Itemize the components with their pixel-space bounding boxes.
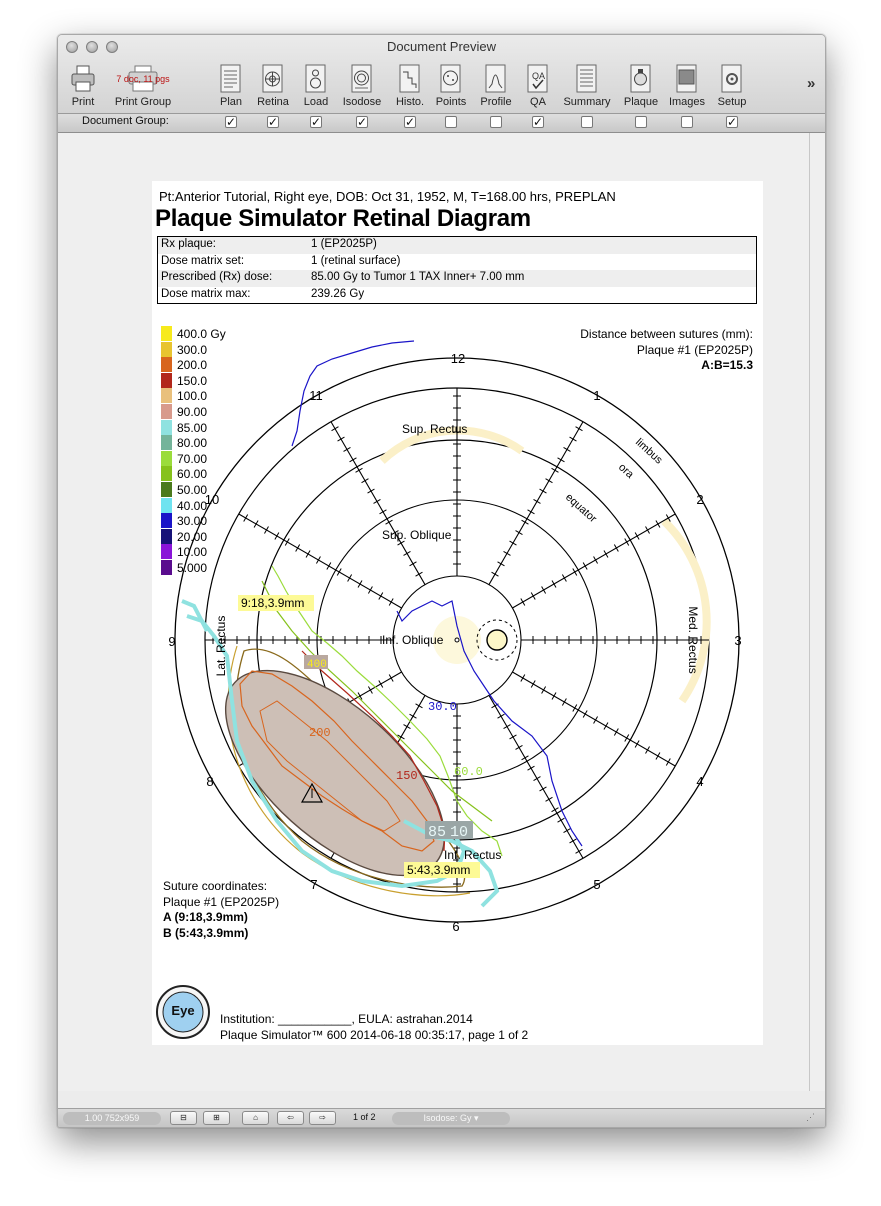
spoke-tick: [522, 520, 529, 524]
spoke-tick: [410, 562, 417, 566]
legend-swatch: [161, 498, 172, 513]
spoke-tick: [531, 593, 535, 600]
title-bar: [58, 35, 825, 114]
legend-item: [161, 466, 261, 481]
clock-spoke: [331, 422, 425, 585]
clock-6: 6: [452, 919, 460, 934]
zoom-in-button[interactable]: ⊞: [203, 1111, 230, 1125]
qa-doc-icon: [526, 64, 550, 94]
legend-label: 90.00: [177, 405, 208, 419]
spoke-tick: [316, 557, 320, 564]
isodose-doc-icon: [350, 64, 374, 94]
legend-label: 70.00: [177, 451, 208, 466]
print-group-label: Print Group: [114, 96, 172, 108]
toolbar-qa-label: QA: [530, 96, 546, 108]
spoke-tick: [546, 797, 553, 801]
legend-label: 80.00: [177, 436, 208, 451]
info-row: Dose matrix set: 1 (retinal surface): [161, 255, 401, 267]
resize-grip-icon[interactable]: ⋰: [806, 1112, 815, 1122]
toolbar-isodose-label: Isodose: [342, 96, 382, 108]
toolbar-histo-label: Histo.: [395, 96, 425, 108]
footer-version: Plaque Simulator™ 600 2014-06-18 00:35:17, page 1 of 2: [220, 1028, 529, 1042]
iso-label-60: 60.0: [454, 765, 483, 779]
spoke-tick: [552, 693, 556, 700]
legend-item: [161, 529, 261, 544]
spoke-tick: [344, 447, 351, 451]
legend-swatch: [161, 435, 172, 450]
next-page-button[interactable]: ⇨: [309, 1111, 336, 1125]
spoke-tick: [332, 427, 339, 431]
clock-10: 10: [204, 492, 220, 507]
spoke-tick: [528, 766, 535, 770]
group-checkbox-plaque[interactable]: [635, 116, 647, 128]
spoke-tick: [540, 489, 547, 493]
legend-item: [161, 326, 261, 341]
group-checkbox-load[interactable]: ✓: [311, 115, 322, 129]
limbus-label: limbus: [632, 436, 665, 467]
footer-institution: Institution: ___________, EULA: astrahan.2014: [220, 1012, 473, 1026]
legend-swatch: [161, 513, 172, 528]
legend-label: 60.00: [177, 467, 208, 482]
spoke-tick: [416, 704, 423, 708]
profile-doc-icon: [484, 64, 508, 94]
spoke-tick: [306, 551, 310, 558]
spoke-tick: [516, 531, 523, 535]
toolbar-plaque-button[interactable]: [623, 62, 659, 110]
clock-1: 1: [593, 388, 601, 403]
svg-text:QA: QA: [532, 71, 546, 81]
spoke-tick: [521, 675, 525, 682]
legend-item: [161, 357, 261, 372]
spoke-tick: [614, 729, 618, 736]
spoke-tick: [338, 437, 345, 441]
page-title: Plaque Simulator Retinal Diagram: [155, 205, 531, 232]
iso-label-150: 150: [396, 769, 418, 783]
printer-icon: [70, 64, 96, 94]
spoke-tick: [562, 575, 566, 582]
histogram-doc-icon: [398, 64, 422, 94]
print-label: Print: [71, 96, 95, 108]
clock-5: 5: [593, 877, 601, 892]
spoke-tick: [516, 745, 523, 749]
spoke-tick: [531, 681, 535, 688]
spoke-tick: [528, 510, 535, 514]
legend-label: 85.00: [177, 420, 208, 435]
group-checkbox-qa[interactable]: ✓: [533, 115, 544, 129]
legend-swatch: [161, 388, 172, 403]
legend-item: [161, 451, 261, 466]
toolbar-points-label: Points: [435, 96, 467, 108]
clock-7: 7: [310, 877, 318, 892]
suture-distance-title: Distance between sutures (mm):: [580, 327, 753, 341]
vertical-scroll-track[interactable]: [809, 133, 810, 1091]
spoke-tick: [362, 479, 369, 483]
spoke-tick: [573, 569, 577, 576]
spoke-tick: [404, 551, 411, 555]
spoke-tick: [386, 520, 393, 524]
sup-oblique-label: Sup. Oblique: [382, 528, 452, 542]
spoke-tick: [546, 479, 553, 483]
home-icon[interactable]: ⌂: [242, 1111, 269, 1125]
legend-label: 150.0: [177, 373, 208, 388]
spoke-tick: [594, 557, 598, 564]
spoke-tick: [504, 725, 511, 729]
legend-item: [161, 498, 261, 513]
spoke-tick: [576, 427, 583, 431]
toolbar-setup-button[interactable]: [717, 62, 747, 110]
eye-physics-logo-text: Eye: [171, 1003, 195, 1018]
patient-header: Pt:Anterior Tutorial, Right eye, DOB: Oct 31, 1952, M, T=168.00 hrs, PREPLAN: [159, 189, 616, 204]
spoke-tick: [625, 735, 629, 742]
suture-distance-plaque: Plaque #1 (EP2025P): [636, 343, 753, 357]
spoke-tick: [542, 587, 546, 594]
spoke-tick: [534, 499, 541, 503]
lat-rectus-label: Lat. Rectus: [214, 615, 228, 677]
clock-spoke: [512, 672, 675, 766]
toolbar-summary-label: Summary: [563, 96, 611, 108]
info-row: Dose matrix max: 239.26 Gy: [161, 288, 365, 300]
spoke-tick: [368, 587, 372, 594]
load-doc-icon: [304, 64, 328, 94]
legend-item: [161, 482, 261, 497]
spoke-tick: [337, 569, 341, 576]
document-group-bar: [58, 114, 825, 133]
clock-4: 4: [696, 774, 704, 789]
legend-swatch: [161, 404, 172, 419]
plan-doc-icon: [219, 64, 243, 94]
spoke-tick: [656, 521, 660, 528]
suture-coords-b: B (5:43,3.9mm): [163, 926, 249, 940]
inf-rectus-label: Inf. Rectus: [444, 848, 502, 862]
spoke-tick: [374, 499, 381, 503]
spoke-tick: [576, 849, 583, 853]
toolbar-images-button[interactable]: [668, 62, 706, 110]
toolbar-points-button[interactable]: [436, 62, 466, 110]
inf-oblique-label: Inf. Oblique: [382, 633, 444, 647]
spoke-tick: [534, 777, 541, 781]
spoke-tick: [379, 593, 383, 600]
spoke-tick: [635, 741, 639, 748]
images-doc-icon: [675, 64, 699, 94]
spoke-tick: [380, 510, 387, 514]
spoke-tick: [646, 747, 650, 754]
legend-item: [161, 373, 261, 388]
clock-spoke: [239, 514, 402, 608]
toolbar-plan-button[interactable]: [216, 62, 246, 110]
spoke-tick: [350, 458, 357, 462]
toolbar-overflow-chevron-icon[interactable]: »: [807, 75, 816, 92]
legend-swatch: [161, 420, 172, 435]
spoke-tick: [498, 562, 505, 566]
spoke-tick: [666, 759, 670, 766]
legend-swatch: [161, 466, 172, 481]
spoke-tick: [540, 787, 547, 791]
toolbar-setup-label: Setup: [717, 96, 747, 108]
equator-label: equator: [562, 491, 599, 526]
legend-item: [161, 404, 261, 419]
spoke-tick: [625, 539, 629, 546]
report-page: [152, 181, 763, 1045]
summary-doc-icon: [575, 64, 599, 94]
suture-a-tag: 9:18,3.9mm: [241, 596, 305, 610]
legend-swatch: [161, 373, 172, 388]
group-checkbox-setup[interactable]: ✓: [727, 115, 738, 129]
spoke-tick: [358, 581, 362, 588]
window-title: Document Preview: [386, 39, 497, 54]
toolbar-images-label: Images: [668, 96, 706, 108]
spoke-tick: [510, 541, 517, 545]
legend-label: 300.0: [177, 342, 208, 357]
legend-item: [161, 420, 261, 435]
spoke-tick: [573, 705, 577, 712]
toolbar-histo-button[interactable]: [395, 62, 425, 110]
legend-label: 50.00: [177, 483, 208, 497]
suture-b-tag: 5:43,3.9mm: [407, 863, 471, 877]
group-checkbox-isodose[interactable]: ✓: [357, 115, 368, 129]
legend-label: 30.00: [177, 514, 208, 529]
zoom-readout[interactable]: 1.00 752x959: [63, 1112, 161, 1125]
suture-coords-plaque: Plaque #1 (EP2025P): [163, 895, 280, 909]
legend-swatch: [161, 529, 172, 544]
legend-swatch: [161, 544, 172, 559]
spoke-tick: [558, 458, 565, 462]
legend-label: 400.0 Gy: [177, 327, 226, 341]
spoke-tick: [564, 447, 571, 451]
toolbar-plan-label: Plan: [219, 96, 243, 108]
toolbar-plaque-label: Plaque: [623, 96, 659, 108]
iso-label-200: 200: [309, 726, 331, 740]
spoke-tick: [264, 527, 268, 534]
previous-page-button[interactable]: ⇦: [277, 1111, 304, 1125]
spoke-tick: [389, 599, 393, 606]
document-group-label: Document Group:: [82, 115, 169, 127]
group-checkbox-histo[interactable]: ✓: [405, 115, 416, 129]
spoke-tick: [504, 551, 511, 555]
toolbar-isodose-button[interactable]: [342, 62, 382, 110]
legend-label: 20.00: [177, 529, 208, 544]
group-checkbox-plan[interactable]: ✓: [226, 115, 237, 129]
spoke-tick: [564, 829, 571, 833]
clock-spoke: [512, 514, 675, 608]
spoke-tick: [552, 468, 559, 472]
suture-distance-value: A:B=15.3: [701, 358, 753, 372]
spoke-tick: [558, 818, 565, 822]
group-checkbox-images[interactable]: [681, 116, 693, 128]
spoke-tick: [510, 735, 517, 739]
toolbar-retina-button[interactable]: [258, 62, 288, 110]
legend-label: 200.0: [177, 358, 208, 373]
spoke-tick: [635, 533, 639, 540]
plaque-doc-icon: [629, 64, 653, 94]
suture-coords-title: Suture coordinates:: [163, 879, 268, 893]
clock-9: 9: [168, 634, 176, 649]
spoke-tick: [368, 489, 375, 493]
suture-coords-a: A (9:18,3.9mm): [163, 910, 248, 924]
zoom-out-button[interactable]: ⊟: [170, 1111, 197, 1125]
med-rectus-label: Med. Rectus: [686, 606, 700, 674]
spoke-tick: [498, 714, 505, 718]
clock-3: 3: [734, 633, 742, 648]
legend-swatch: [161, 482, 172, 497]
spoke-tick: [492, 572, 499, 576]
page-indicator: 1 of 2: [353, 1112, 376, 1122]
toolbar-load-label: Load: [303, 96, 329, 108]
spoke-tick: [542, 687, 546, 694]
iso-label-85: 85: [428, 824, 447, 841]
clock-11: 11: [309, 388, 323, 403]
group-checkbox-profile[interactable]: [490, 116, 502, 128]
legend-swatch: [161, 342, 172, 357]
legend-label: 100.0: [177, 389, 208, 404]
legend-label: 40.00: [177, 498, 208, 513]
legend-swatch: [161, 560, 172, 575]
retina-doc-icon: [261, 64, 285, 94]
ora-label: ora: [615, 461, 636, 481]
clock-12: 12: [450, 351, 466, 366]
legend-item: [161, 435, 261, 450]
spoke-tick: [570, 437, 577, 441]
spoke-tick: [522, 756, 529, 760]
legend-item: [161, 544, 261, 559]
clock-8: 8: [206, 774, 214, 789]
legend-label: 10.00: [177, 545, 208, 560]
print-group-button[interactable]: [113, 62, 173, 110]
legend-item: [161, 560, 261, 575]
spoke-tick: [521, 599, 525, 606]
legend-swatch: [161, 451, 172, 466]
spoke-tick: [656, 753, 660, 760]
iso-label-30: 30.0: [428, 700, 457, 714]
spoke-tick: [646, 527, 650, 534]
toolbar-profile-button[interactable]: [481, 62, 511, 110]
legend-item: [161, 388, 261, 403]
legend-item: [161, 342, 261, 357]
toolbar-retina-label: Retina: [257, 96, 289, 108]
document-preview-window: [57, 34, 826, 1128]
spoke-tick: [296, 545, 300, 552]
spoke-tick: [604, 551, 608, 558]
toolbar-qa-button[interactable]: [523, 62, 553, 110]
spoke-tick: [570, 839, 577, 843]
spoke-tick: [275, 533, 279, 540]
spoke-tick: [614, 545, 618, 552]
toolbar-summary-button[interactable]: [563, 62, 611, 110]
group-checkbox-points[interactable]: [445, 116, 457, 128]
spoke-tick: [583, 563, 587, 570]
spoke-tick: [410, 714, 417, 718]
group-checkbox-summary[interactable]: [581, 116, 593, 128]
legend-swatch: [161, 357, 172, 372]
status-bar: [58, 1108, 825, 1128]
legend-swatch: [161, 326, 172, 341]
info-row: Prescribed (Rx) dose: 85.00 Gy to Tumor 1 TAX Inner+ 7.00 mm: [158, 270, 756, 287]
isodose-units-select[interactable]: Isodose: Gy ▾: [392, 1112, 510, 1125]
print-button[interactable]: [68, 62, 98, 110]
group-checkbox-retina[interactable]: ✓: [268, 115, 279, 129]
spoke-tick: [389, 675, 393, 682]
spoke-tick: [583, 711, 587, 718]
spoke-tick: [379, 681, 383, 688]
iso-label-10: 10: [450, 824, 469, 841]
setup-doc-icon: [720, 64, 744, 94]
fovea-marker: [455, 638, 459, 642]
spoke-tick: [285, 539, 289, 546]
spoke-tick: [404, 725, 411, 729]
legend-label: 5.000: [177, 561, 208, 575]
sup-rectus-label: Sup. Rectus: [402, 422, 468, 436]
spoke-tick: [368, 687, 372, 694]
info-row: Rx plaque: 1 (EP2025P): [158, 237, 756, 254]
toolbar-profile-label: Profile: [480, 96, 512, 108]
points-doc-icon: [439, 64, 463, 94]
spoke-tick: [348, 575, 352, 582]
optic-disc: [487, 630, 507, 650]
spoke-tick: [552, 581, 556, 588]
print-group-status: 7 doc, 11 pgs: [116, 74, 170, 84]
spoke-tick: [562, 699, 566, 706]
toolbar-load-button[interactable]: [301, 62, 331, 110]
spoke-tick: [356, 468, 363, 472]
spoke-tick: [594, 717, 598, 724]
spoke-tick: [604, 723, 608, 730]
spoke-tick: [327, 563, 331, 570]
spoke-tick: [552, 808, 559, 812]
spoke-tick: [416, 572, 423, 576]
iso-label-400: 400: [307, 659, 327, 671]
clock-2: 2: [696, 492, 704, 507]
clock-spoke: [489, 695, 583, 858]
legend-item: [161, 513, 261, 528]
